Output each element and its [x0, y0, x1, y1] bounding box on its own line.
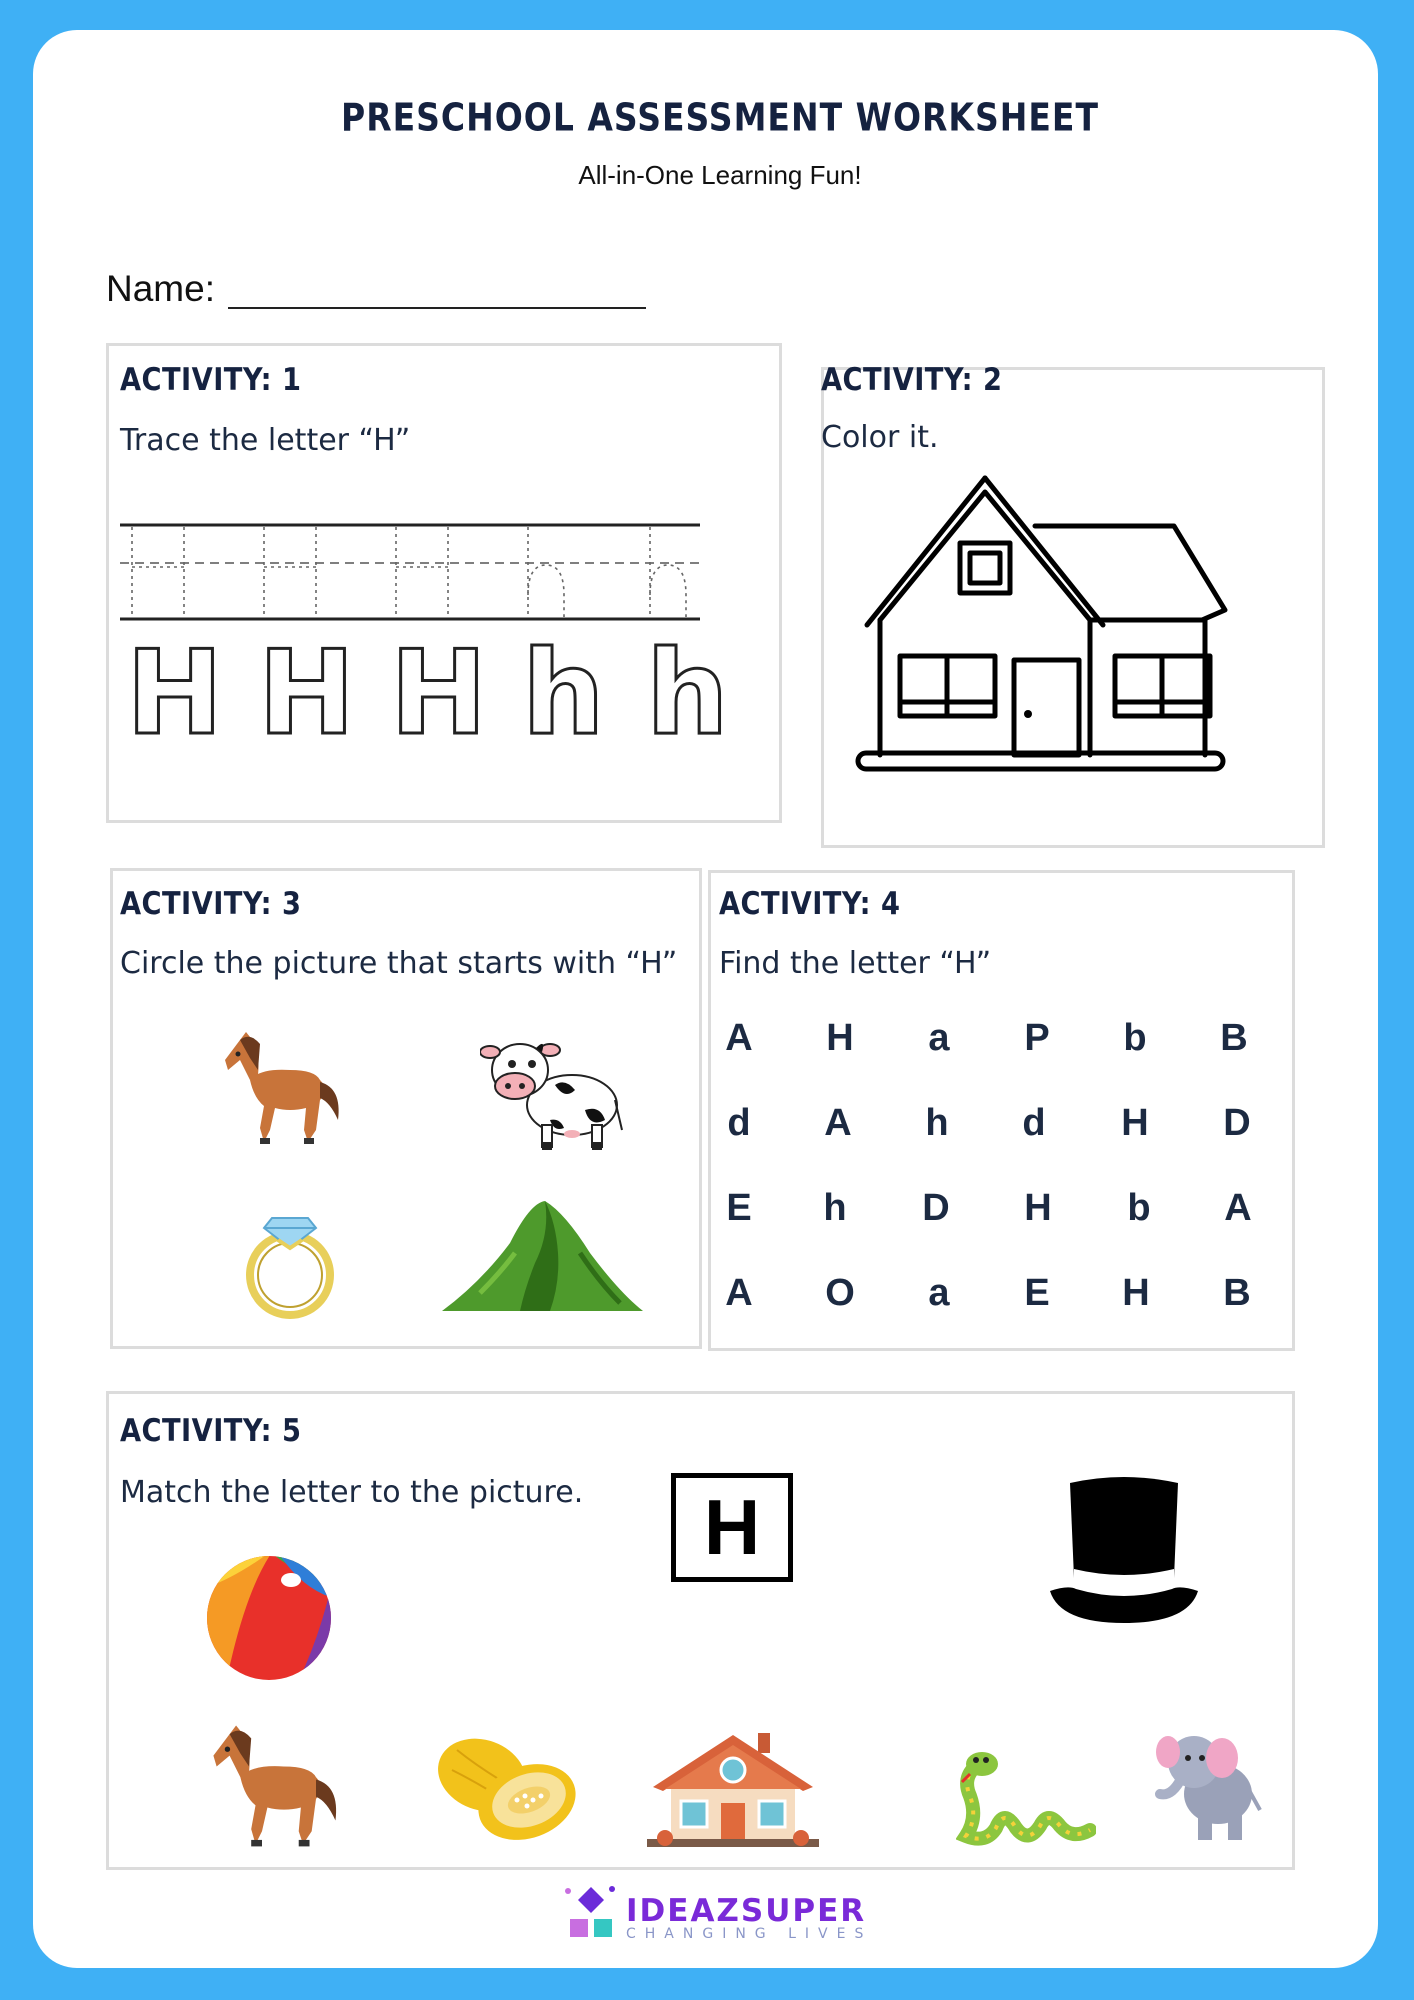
outline-letter-2: H	[258, 626, 356, 761]
grid-letter[interactable]: P	[1024, 1017, 1050, 1059]
ball-icon[interactable]	[205, 1548, 333, 1688]
mountain-icon[interactable]	[440, 1193, 645, 1313]
ring-icon[interactable]	[240, 1200, 345, 1320]
grid-letter[interactable]: h	[925, 1102, 949, 1144]
grid-letter[interactable]: a	[928, 1272, 950, 1314]
trace-letter-4	[528, 527, 564, 617]
horse-icon[interactable]	[208, 1723, 343, 1851]
grid-letter[interactable]: A	[1224, 1187, 1252, 1229]
brand-name: IDEAZSUPER	[626, 1893, 867, 1929]
activity-5-title: ACTIVITY: 5	[120, 1413, 302, 1449]
activity-3-title: ACTIVITY: 3	[120, 886, 302, 922]
logo-icon	[560, 1883, 622, 1941]
grid-letter[interactable]: A	[725, 1017, 753, 1059]
snake-icon[interactable]	[956, 1748, 1096, 1848]
grid-letter[interactable]: H	[1121, 1102, 1149, 1144]
activity-2-title: ACTIVITY: 2	[821, 362, 1003, 398]
grid-letter[interactable]: D	[922, 1187, 950, 1229]
activity-4-instruction: Find the letter “H”	[719, 946, 992, 981]
tracing-lines[interactable]	[118, 515, 708, 625]
grid-letter[interactable]: O	[825, 1272, 855, 1314]
activity-2-instruction: Color it.	[821, 420, 939, 455]
page-title: PRESCHOOL ASSESSMENT WORKSHEET	[341, 95, 1099, 140]
brand-tagline: CHANGING LIVES	[626, 1926, 873, 1942]
grid-letter[interactable]: A	[824, 1102, 852, 1144]
grid-letter[interactable]: B	[1223, 1272, 1251, 1314]
trace-letter-5	[650, 527, 686, 617]
grid-letter[interactable]: d	[727, 1102, 751, 1144]
grid-letter[interactable]: H	[1122, 1272, 1150, 1314]
horse-icon[interactable]	[220, 1030, 345, 1148]
elephant-icon[interactable]	[1152, 1722, 1264, 1844]
letter-h-box[interactable]: H	[671, 1473, 793, 1582]
activity-1-title: ACTIVITY: 1	[120, 362, 302, 398]
grid-letter[interactable]: b	[1127, 1187, 1151, 1229]
grid-letter[interactable]: E	[1024, 1272, 1050, 1314]
activity-5-instruction: Match the letter to the picture.	[120, 1475, 584, 1510]
outline-letter-4: h	[522, 626, 605, 761]
grid-letter[interactable]: B	[1220, 1017, 1248, 1059]
activity-4-title: ACTIVITY: 4	[719, 886, 901, 922]
grid-letter[interactable]: h	[823, 1187, 847, 1229]
cow-icon[interactable]	[480, 1030, 625, 1155]
hat-icon[interactable]	[1048, 1473, 1200, 1628]
activity-3-instruction: Circle the picture that starts with “H”	[120, 946, 678, 981]
name-label: Name:	[106, 268, 215, 309]
grid-letter[interactable]: D	[1223, 1102, 1251, 1144]
trace-letter-1	[132, 527, 184, 617]
house-outline-icon[interactable]	[850, 470, 1230, 775]
grid-letter[interactable]: A	[725, 1272, 753, 1314]
outline-letter-1: H	[126, 626, 224, 761]
grid-letter[interactable]: H	[826, 1017, 854, 1059]
melon-icon[interactable]	[432, 1730, 580, 1845]
trace-letter-2	[264, 527, 316, 617]
outline-letter-3: H	[390, 626, 488, 761]
grid-letter[interactable]: H	[1024, 1187, 1052, 1229]
name-field-line[interactable]	[228, 307, 646, 309]
page-subtitle: All-in-One Learning Fun!	[578, 160, 862, 190]
trace-letter-3	[396, 527, 448, 617]
grid-letter[interactable]: a	[928, 1017, 950, 1059]
grid-letter[interactable]: b	[1123, 1017, 1147, 1059]
outline-letter-5: h	[646, 626, 729, 761]
house-icon[interactable]	[643, 1725, 823, 1850]
activity-1-instruction: Trace the letter “H”	[120, 423, 411, 458]
grid-letter[interactable]: E	[726, 1187, 752, 1229]
grid-letter[interactable]: d	[1022, 1102, 1046, 1144]
